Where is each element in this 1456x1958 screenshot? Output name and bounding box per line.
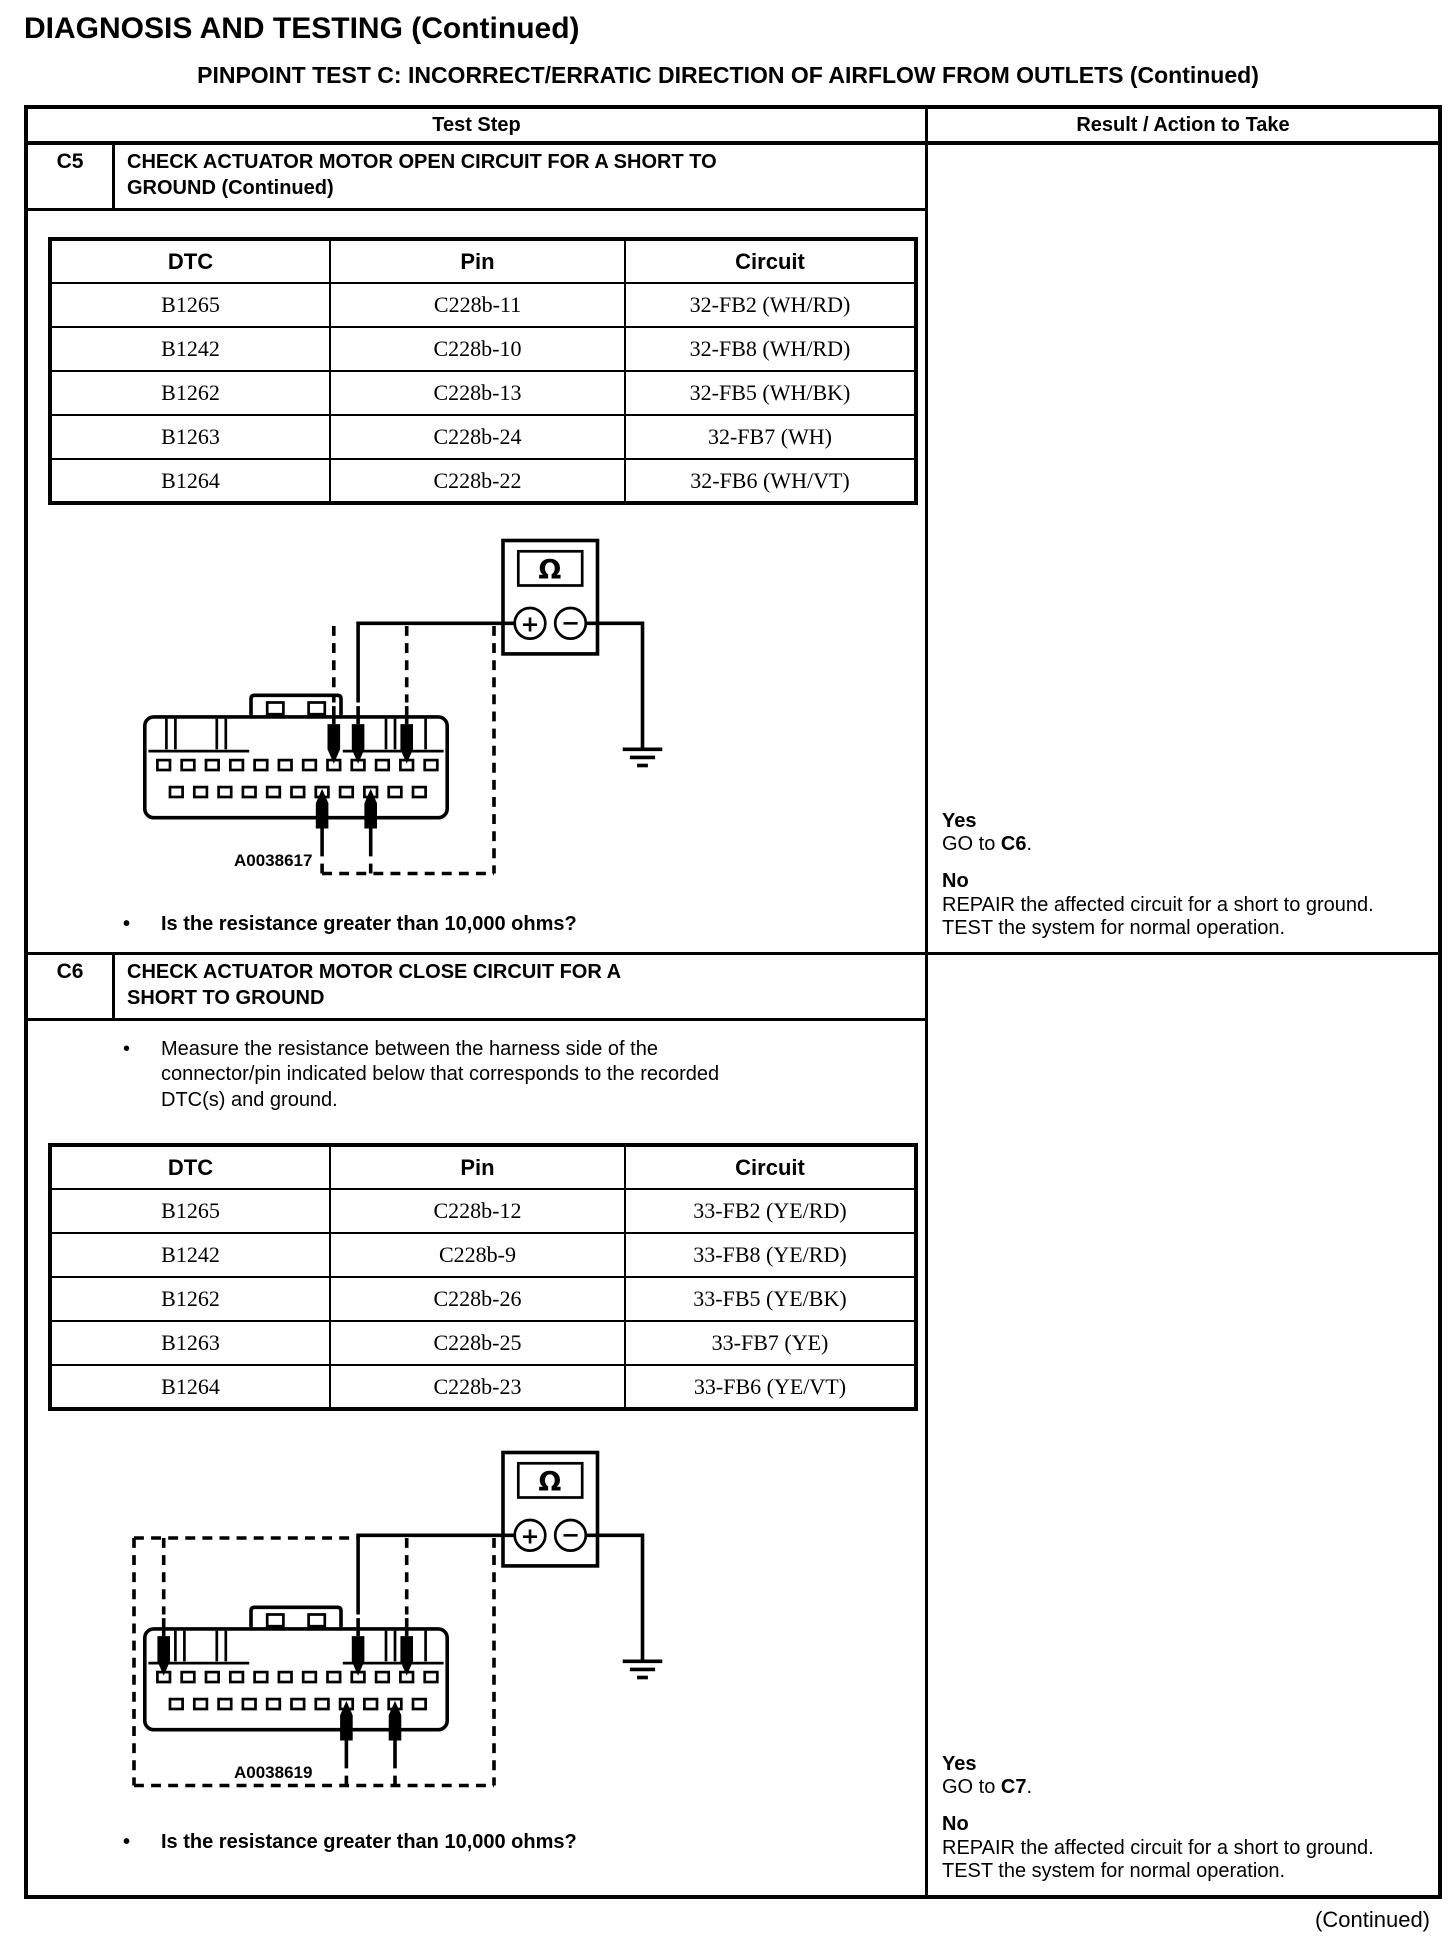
circuit-value: 32-FB7 (WH) [625,415,916,459]
harness-connector-drawing [145,695,447,817]
pin-value: C228b-22 [330,459,625,503]
pin-column-header: Pin [330,239,625,283]
c5-question [123,913,925,936]
no-label: No [942,870,969,893]
circuit-value: 32-FB2 (WH/RD) [625,283,916,327]
positive-lead-wire [358,623,515,702]
dtc-value: B1265 [50,283,330,327]
dtc-column-header: DTC [50,1145,330,1189]
pin-column-header: Pin [330,1145,625,1189]
step-c6-title: CHECK ACTUATOR MOTOR CLOSE CIRCUIT FOR A SHORT TO GROUND [127,961,621,1009]
step-c5-test-step-cell [28,145,928,955]
go-to-step-ref: C6 [1000,833,1027,856]
pin-value: C228b-23 [330,1365,625,1409]
question-text: Is the resistance greater than 10,000 ohms? [161,913,577,935]
c5-measurement-figure [116,533,925,899]
circuit-value: 33-FB2 (YE/RD) [625,1189,916,1233]
test-probe-icon [352,1618,365,1676]
step-c6-test-step-cell [28,955,928,1895]
dtc-value: B1263 [50,1321,330,1365]
c6-wiring-diagram [116,1445,827,1811]
step-c6-id: C6 [28,955,115,1018]
table-row [50,1277,916,1321]
dtc-column-header: DTC [50,239,330,283]
table-row [50,327,916,371]
c6-question [123,1831,925,1854]
bullet-icon: • [123,913,131,935]
circuit-value: 33-FB7 (YE) [625,1321,916,1365]
c5-yes-result [942,810,1424,856]
dtc-value: B1242 [50,327,330,371]
result-column-header: Result / Action to Take [928,109,1438,145]
step-c6-header [28,955,925,1021]
pin-value: C228b-9 [330,1233,625,1277]
dtc-value: B1262 [50,371,330,415]
yes-label: Yes [942,810,977,833]
table-row [50,1321,916,1365]
circuit-value: 32-FB8 (WH/RD) [625,327,916,371]
pin-value: C228b-25 [330,1321,625,1365]
table-row [50,1189,916,1233]
test-probe-icon [328,706,341,764]
step-c6-result-cell [928,955,1438,1895]
test-probe-icon [400,706,413,764]
instruction-text: Measure the resistance between the harness side of the connector/pin indicated below that corresponds to the recorded DTC(s) and ground. [161,1038,720,1111]
page-title: DIAGNOSIS AND TESTING (Continued) [24,12,580,45]
svg-text:+: + [520,611,540,638]
dtc-value: B1263 [50,415,330,459]
bullet-icon: • [123,1038,131,1060]
c6-dtc-table [48,1143,918,1411]
dtc-value: B1262 [50,1277,330,1321]
pin-value: C228b-10 [330,327,625,371]
go-to-step-ref: C7 [1000,1776,1027,1799]
table-row [50,1365,916,1409]
question-text: Is the resistance greater than 10,000 ohms? [161,1831,577,1854]
positive-lead-wire [358,1535,515,1614]
pinpoint-test-subtitle: PINPOINT TEST C: INCORRECT/ERRATIC DIRECTION OF AIRFLOW FROM OUTLETS (Continued) [197,62,1259,88]
yes-action: GO to C7. [942,1776,1033,1799]
no-action: REPAIR the affected circuit for a short to ground. TEST the system for normal operation. [942,893,1374,939]
test-probe-icon [157,1618,170,1676]
circuit-column-header: Circuit [625,239,916,283]
yes-action: GO to C6. [942,833,1033,856]
circuit-column-header: Circuit [625,1145,916,1189]
table-header-row [50,239,916,283]
svg-text:Ω: Ω [538,554,562,586]
c6-measurement-figure [116,1445,925,1811]
step-c5-result-cell [928,145,1438,955]
figure-id-label: A0038617 [234,851,313,870]
step-c5-title: CHECK ACTUATOR MOTOR OPEN CIRCUIT FOR A SHORT TO GROUND (Continued) [127,151,717,199]
test-probe-icon [400,1618,413,1676]
svg-text:+: + [520,1523,540,1550]
pin-value: C228b-24 [330,415,625,459]
bullet-icon: • [123,1831,131,1854]
pinpoint-test-table [24,105,1442,1899]
c5-wiring-diagram [116,533,827,899]
test-probe-icon [352,706,365,764]
pin-value: C228b-13 [330,371,625,415]
yes-label: Yes [942,1753,977,1776]
circuit-value: 32-FB5 (WH/BK) [625,371,916,415]
c6-yes-result [942,1753,1424,1799]
svg-text:−: − [561,1522,580,1549]
test-step-column-header: Test Step [28,109,928,145]
svg-text:Ω: Ω [538,1466,562,1498]
harness-connector-drawing [145,1607,447,1729]
c5-dtc-table [48,237,918,505]
c5-no-result [942,870,1424,940]
pin-value: C228b-12 [330,1189,625,1233]
circuit-value: 33-FB6 (YE/VT) [625,1365,916,1409]
c6-instruction [123,1037,925,1113]
no-label: No [942,1813,969,1836]
table-row [50,283,916,327]
c6-no-result [942,1813,1424,1883]
svg-text:−: − [561,610,580,637]
circuit-value: 33-FB8 (YE/RD) [625,1233,916,1277]
figure-id-label: A0038619 [234,1763,313,1783]
table-row [50,415,916,459]
table-header-row [50,1145,916,1189]
dtc-value: B1265 [50,1189,330,1233]
ohmmeter-icon [503,1453,598,1566]
pin-value: C228b-26 [330,1277,625,1321]
table-row [50,459,916,503]
table-row [50,1233,916,1277]
ohmmeter-icon [503,541,598,654]
table-row [50,371,916,415]
dtc-value: B1264 [50,1365,330,1409]
pin-value: C228b-11 [330,283,625,327]
dtc-value: B1264 [50,459,330,503]
no-action: REPAIR the affected circuit for a short to ground. TEST the system for normal operation. [942,1836,1374,1882]
step-c5-header [28,145,925,211]
continued-note: (Continued) [1315,1907,1430,1932]
circuit-value: 33-FB5 (YE/BK) [625,1277,916,1321]
dtc-value: B1242 [50,1233,330,1277]
circuit-value: 32-FB6 (WH/VT) [625,459,916,503]
step-c5-id: C5 [28,145,115,208]
